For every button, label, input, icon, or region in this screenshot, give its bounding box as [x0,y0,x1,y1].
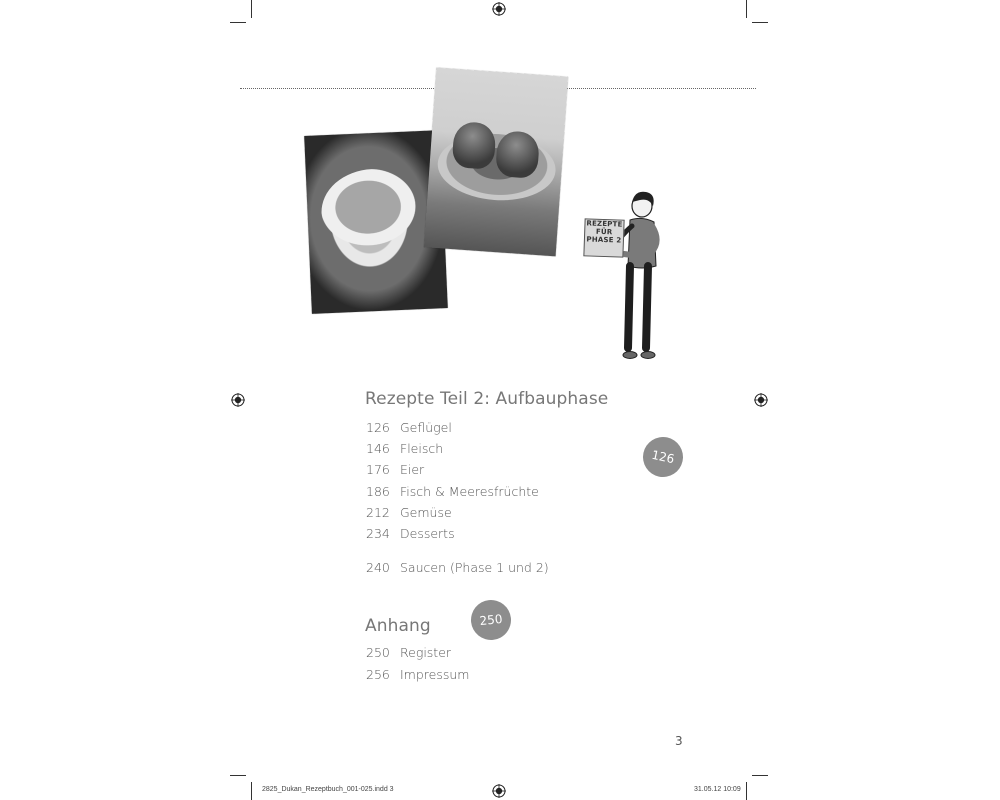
toc-label: Geflügel [400,420,452,435]
registration-mark-icon [754,393,768,407]
toc-label: Impressum [400,667,470,682]
toc-page-number: 234 [366,526,390,541]
toc-row[interactable] [366,667,469,682]
sign-line-3: PHASE 2 [586,235,622,245]
toc-label: Fleisch [400,441,444,456]
section-title-appendix: Anhang [365,616,431,636]
bun-shape [452,121,497,170]
toc-label: Saucen (Phase 1 und 2) [400,560,549,575]
toc-row[interactable] [366,484,539,499]
registration-mark-icon [231,393,245,407]
crop-mark [752,22,768,23]
dish-shape [320,167,428,255]
page-badge: 126 [639,433,686,480]
crop-mark [230,775,246,776]
toc-label: Fisch & Meeresfrüchte [400,484,539,499]
toc-row[interactable] [366,420,452,435]
crop-mark [230,22,246,23]
sign-line-2: FÜR [595,227,613,237]
crop-mark [746,0,747,18]
toc-row[interactable] [366,645,451,660]
crop-mark [746,782,747,800]
sign-board [583,218,624,257]
toc-row[interactable] [366,441,443,456]
toc-row[interactable] [366,462,424,477]
slug-left: 2825_Dukan_Rezeptbuch_001-025.indd 3 [262,786,394,793]
registration-mark-icon [492,784,506,798]
section-title-recipes-part-2: Rezepte Teil 2: Aufbauphase [365,389,609,409]
toc-page-number: 240 [366,560,390,575]
registration-mark-icon [492,2,506,16]
toc-row[interactable] [366,560,549,575]
page-number: 3 [675,734,683,748]
toc-page-number: 256 [366,667,390,682]
toc-row[interactable] [366,526,455,541]
toc-row[interactable] [366,505,452,520]
food-photo-stuffed-buns [424,68,568,257]
toc-page-number: 126 [366,420,390,435]
toc-label: Desserts [400,526,455,541]
crop-mark [752,775,768,776]
slug-right: 31.05.12 10:09 [694,786,741,793]
bun-shape [495,130,540,179]
crop-mark [251,782,252,800]
crop-mark [251,0,252,18]
toc-page-number: 250 [366,645,390,660]
toc-page-number: 146 [366,441,390,456]
toc-page-number: 176 [366,462,390,477]
person-illustration [580,188,670,368]
sign-line-1: REZEPTE [586,219,623,229]
toc-label: Register [400,645,452,660]
page-badge: 250 [469,598,513,642]
toc-page-number: 186 [366,484,390,499]
toc-page-number: 212 [366,505,390,520]
toc-label: Gemüse [400,505,452,520]
toc-label: Eier [400,462,425,477]
